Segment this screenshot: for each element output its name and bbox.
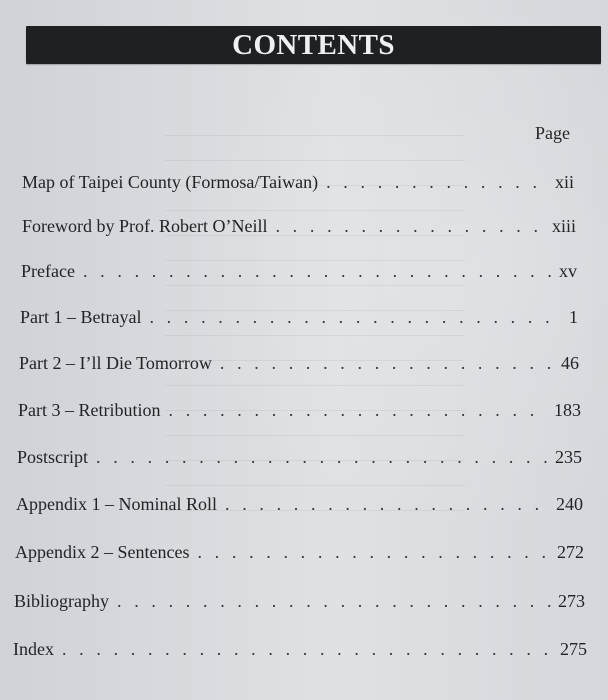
toc-entry-title: Bibliography <box>14 591 109 611</box>
toc-entry-title: Part 2 – I’ll Die Tomorrow <box>19 353 212 373</box>
toc-entry-title: Index <box>13 639 54 659</box>
toc-entry-page: 240 <box>556 494 583 514</box>
toc-entry-foreword <box>22 214 576 238</box>
toc-entry-title: Foreword by Prof. Robert O’Neill <box>22 216 268 236</box>
page-column-label: Page <box>535 123 570 143</box>
toc-entry-page: 235 <box>555 447 582 467</box>
toc-entry-page: xii <box>554 172 574 192</box>
dot-leader <box>326 170 548 192</box>
contents-heading: CONTENTS <box>232 29 395 61</box>
toc-entry-page: 183 <box>554 400 581 420</box>
toc-entry-title: Part 1 – Betrayal <box>20 307 142 327</box>
toc-entry-title: Map of Taipei County (Formosa/Taiwan) <box>22 172 319 192</box>
toc-entry-title: Postscript <box>17 447 89 467</box>
toc-entry-bibliography <box>14 589 585 613</box>
toc-entry-page: 46 <box>561 353 579 373</box>
toc-entry-page: xv <box>559 261 577 281</box>
dot-leader <box>169 398 548 420</box>
dot-leader <box>117 589 551 611</box>
toc-entry-title: Appendix 2 – Sentences <box>15 542 190 562</box>
dot-leader <box>96 445 548 467</box>
toc-entry-postscript <box>17 445 582 469</box>
toc-entry-title: Appendix 1 – Nominal Roll <box>16 494 217 514</box>
toc-entry-title: Part 3 – Retribution <box>18 400 161 420</box>
dot-leader <box>225 492 549 514</box>
toc-entry-page: 273 <box>558 591 585 611</box>
dot-leader <box>197 540 550 562</box>
toc-entry-appendix-2 <box>15 540 584 564</box>
dot-leader <box>275 214 545 236</box>
dot-leader <box>149 305 562 327</box>
dot-leader <box>62 637 553 659</box>
toc-entry-map <box>22 170 574 194</box>
toc-entry-appendix-1 <box>16 492 583 516</box>
dot-leader <box>220 351 554 373</box>
toc-entry-part-1 <box>20 305 578 329</box>
toc-entry-page: xiii <box>551 216 576 236</box>
toc-entry-page: 275 <box>560 639 587 659</box>
toc-entry-part-2 <box>19 351 579 375</box>
toc-entry-part-3 <box>18 398 581 422</box>
toc-entry-index <box>13 637 587 661</box>
toc-entry-page: 1 <box>569 307 578 327</box>
dot-leader <box>83 259 552 281</box>
toc-entry-title: Preface <box>21 261 75 281</box>
toc-entry-page: 272 <box>557 542 584 562</box>
toc-entry-preface <box>21 259 577 283</box>
